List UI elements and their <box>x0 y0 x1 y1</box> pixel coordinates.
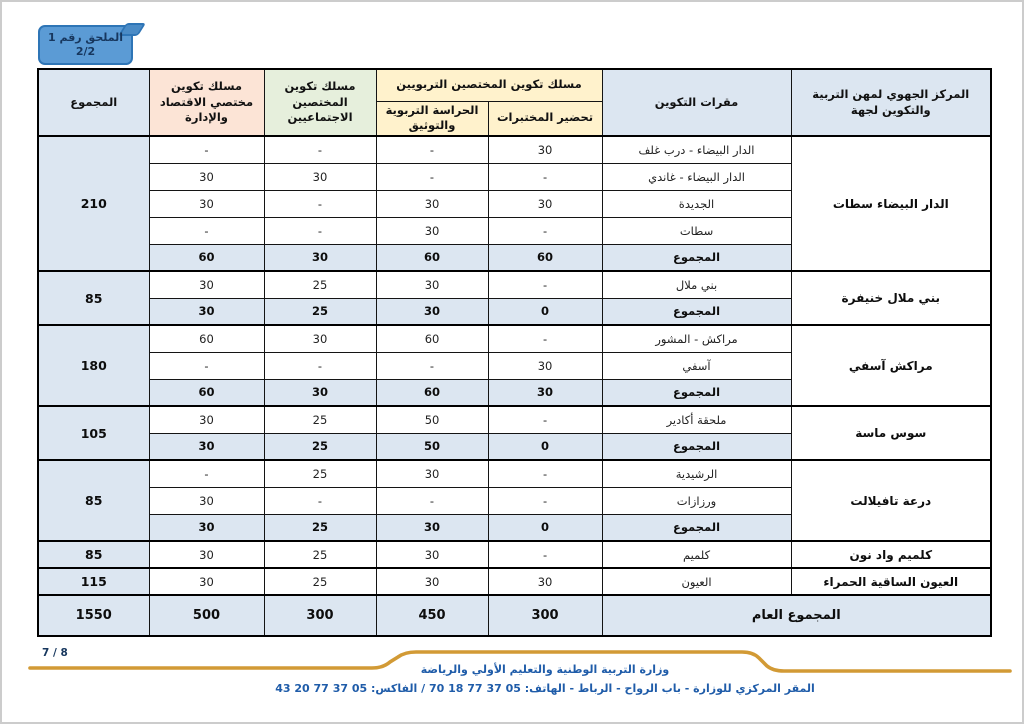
social-specialists-value: 25 <box>264 406 376 433</box>
subtotal-social-specialists: 30 <box>264 379 376 406</box>
annex-badge <box>38 25 133 65</box>
column-header-lab-preparation: تحضير المختبرات <box>488 101 602 136</box>
economy-admin-value: 30 <box>149 487 264 514</box>
annex-badge-title: الملحق رقم 1 <box>47 30 124 44</box>
social-specialists-value: - <box>264 217 376 244</box>
lab-preparation-value: - <box>488 325 602 352</box>
premises-name-cell: بني ملال <box>602 271 791 298</box>
subtotal-economy-admin: 30 <box>149 514 264 541</box>
subtotal-social-specialists: 25 <box>264 514 376 541</box>
social-specialists-value: 25 <box>264 541 376 568</box>
social-specialists-value: 25 <box>264 460 376 487</box>
column-header-region: المركز الجهوي لمهن التربية والتكوين لجهة <box>791 69 991 136</box>
subtotal-guard-documentation: 30 <box>376 298 488 325</box>
subtotal-label-cell: المجموع <box>602 433 791 460</box>
table-row <box>38 271 991 298</box>
column-header-guard-documentation: الحراسة التربوية والتوثيق <box>376 101 488 136</box>
footer-address-phone: المقر المركزي للوزارة - باب الرواح - الرباط - الهاتف: 05 37 77 18 70 / الفاكس: 05 37 77 20 43 <box>275 682 815 695</box>
grand-total-lab-preparation: 300 <box>488 595 602 636</box>
lab-preparation-value: - <box>488 541 602 568</box>
guard-documentation-value: 60 <box>376 325 488 352</box>
guard-documentation-value: - <box>376 136 488 163</box>
grand-total-social-specialists: 300 <box>264 595 376 636</box>
column-header-social-specialists: مسلك تكوين المختصين الاجتماعيين <box>264 69 376 136</box>
subtotal-lab-preparation: 0 <box>488 298 602 325</box>
column-group-educational-specialists: مسلك تكوين المختصين التربويين <box>376 69 602 101</box>
region-total-cell: 115 <box>38 568 149 595</box>
premises-name-cell: سطات <box>602 217 791 244</box>
lab-preparation-value: - <box>488 163 602 190</box>
grand-total-economy-admin: 500 <box>149 595 264 636</box>
economy-admin-value: 60 <box>149 325 264 352</box>
subtotal-social-specialists: 25 <box>264 298 376 325</box>
lab-preparation-value: - <box>488 487 602 514</box>
lab-preparation-value: 30 <box>488 136 602 163</box>
guard-documentation-value: 30 <box>376 271 488 298</box>
subtotal-social-specialists: 25 <box>264 433 376 460</box>
subtotal-guard-documentation: 30 <box>376 514 488 541</box>
economy-admin-value: 30 <box>149 568 264 595</box>
economy-admin-value: 30 <box>149 406 264 433</box>
training-capacity-table <box>37 68 992 637</box>
table-row <box>38 541 991 568</box>
region-total-cell: 210 <box>38 136 149 271</box>
lab-preparation-value: 30 <box>488 352 602 379</box>
grand-total-overall: 1550 <box>38 595 149 636</box>
subtotal-social-specialists: 30 <box>264 244 376 271</box>
subtotal-economy-admin: 30 <box>149 298 264 325</box>
grand-total-label-cell: المجموع العام <box>602 595 991 636</box>
guard-documentation-value: 30 <box>376 190 488 217</box>
region-name-cell: درعة تافيلالت <box>791 460 991 541</box>
guard-documentation-value: 30 <box>376 217 488 244</box>
column-header-total: المجموع <box>38 69 149 136</box>
social-specialists-value: 25 <box>264 568 376 595</box>
lab-preparation-value: 30 <box>488 568 602 595</box>
column-header-economy-admin: مسلك تكوين مختصي الاقتصاد والإدارة <box>149 69 264 136</box>
social-specialists-value: 30 <box>264 325 376 352</box>
subtotal-guard-documentation: 60 <box>376 244 488 271</box>
lab-preparation-value: 30 <box>488 190 602 217</box>
page-number: 7 / 8 <box>42 647 68 659</box>
subtotal-lab-preparation: 30 <box>488 379 602 406</box>
guard-documentation-value: 30 <box>376 541 488 568</box>
premises-name-cell: مراكش - المشور <box>602 325 791 352</box>
economy-admin-value: - <box>149 352 264 379</box>
table-row <box>38 568 991 595</box>
region-name-cell: العيون الساقية الحمراء <box>791 568 991 595</box>
table-row <box>38 406 991 433</box>
subtotal-label-cell: المجموع <box>602 514 791 541</box>
economy-admin-value: - <box>149 217 264 244</box>
grand-total-guard-documentation: 450 <box>376 595 488 636</box>
economy-admin-value: 30 <box>149 271 264 298</box>
region-name-cell: كلميم واد نون <box>791 541 991 568</box>
economy-admin-value: 30 <box>149 190 264 217</box>
premises-name-cell: الجديدة <box>602 190 791 217</box>
table-row <box>38 460 991 487</box>
premises-name-cell: الدار البيضاء - غاندي <box>602 163 791 190</box>
premises-name-cell: ورزازات <box>602 487 791 514</box>
subtotal-label-cell: المجموع <box>602 298 791 325</box>
subtotal-lab-preparation: 60 <box>488 244 602 271</box>
region-total-cell: 105 <box>38 406 149 460</box>
subtotal-label-cell: المجموع <box>602 244 791 271</box>
region-total-cell: 85 <box>38 271 149 325</box>
subtotal-lab-preparation: 0 <box>488 514 602 541</box>
guard-documentation-value: - <box>376 163 488 190</box>
region-name-cell: بني ملال خنيفرة <box>791 271 991 325</box>
guard-documentation-value: 30 <box>376 460 488 487</box>
guard-documentation-value: - <box>376 487 488 514</box>
lab-preparation-value: - <box>488 406 602 433</box>
grand-total-row <box>38 595 991 636</box>
social-specialists-value: 30 <box>264 163 376 190</box>
footer-ministry-name: وزارة التربية الوطنية والتعليم الأولي والرياضة <box>420 663 670 676</box>
lab-preparation-value: - <box>488 271 602 298</box>
premises-name-cell: الدار البيضاء - درب غلف <box>602 136 791 163</box>
region-name-cell: مراكش آسفي <box>791 325 991 406</box>
social-specialists-value: 25 <box>264 271 376 298</box>
premises-name-cell: الرشيدية <box>602 460 791 487</box>
lab-preparation-value: - <box>488 217 602 244</box>
subtotal-economy-admin: 60 <box>149 379 264 406</box>
lab-preparation-value: - <box>488 460 602 487</box>
table-row <box>38 136 991 163</box>
premises-name-cell: آسفي <box>602 352 791 379</box>
footer-gold-line <box>0 640 1024 684</box>
social-specialists-value: - <box>264 352 376 379</box>
region-total-cell: 85 <box>38 460 149 541</box>
social-specialists-value: - <box>264 136 376 163</box>
region-total-cell: 85 <box>38 541 149 568</box>
region-name-cell: سوس ماسة <box>791 406 991 460</box>
premises-name-cell: كلميم <box>602 541 791 568</box>
annex-badge-page: 2/2 <box>75 45 96 58</box>
social-specialists-value: - <box>264 487 376 514</box>
table-body <box>38 136 991 636</box>
subtotal-lab-preparation: 0 <box>488 433 602 460</box>
table-row <box>38 325 991 352</box>
social-specialists-value: - <box>264 190 376 217</box>
economy-admin-value: - <box>149 136 264 163</box>
economy-admin-value: 30 <box>149 163 264 190</box>
subtotal-guard-documentation: 50 <box>376 433 488 460</box>
guard-documentation-value: 50 <box>376 406 488 433</box>
premises-name-cell: ملحقة أكادير <box>602 406 791 433</box>
guard-documentation-value: 30 <box>376 568 488 595</box>
subtotal-economy-admin: 30 <box>149 433 264 460</box>
subtotal-guard-documentation: 60 <box>376 379 488 406</box>
premises-name-cell: العيون <box>602 568 791 595</box>
column-header-premises: مقرات التكوين <box>602 69 791 136</box>
guard-documentation-value: - <box>376 352 488 379</box>
subtotal-economy-admin: 60 <box>149 244 264 271</box>
subtotal-label-cell: المجموع <box>602 379 791 406</box>
region-name-cell: الدار البيضاء سطات <box>791 136 991 271</box>
economy-admin-value: - <box>149 460 264 487</box>
economy-admin-value: 30 <box>149 541 264 568</box>
region-total-cell: 180 <box>38 325 149 406</box>
